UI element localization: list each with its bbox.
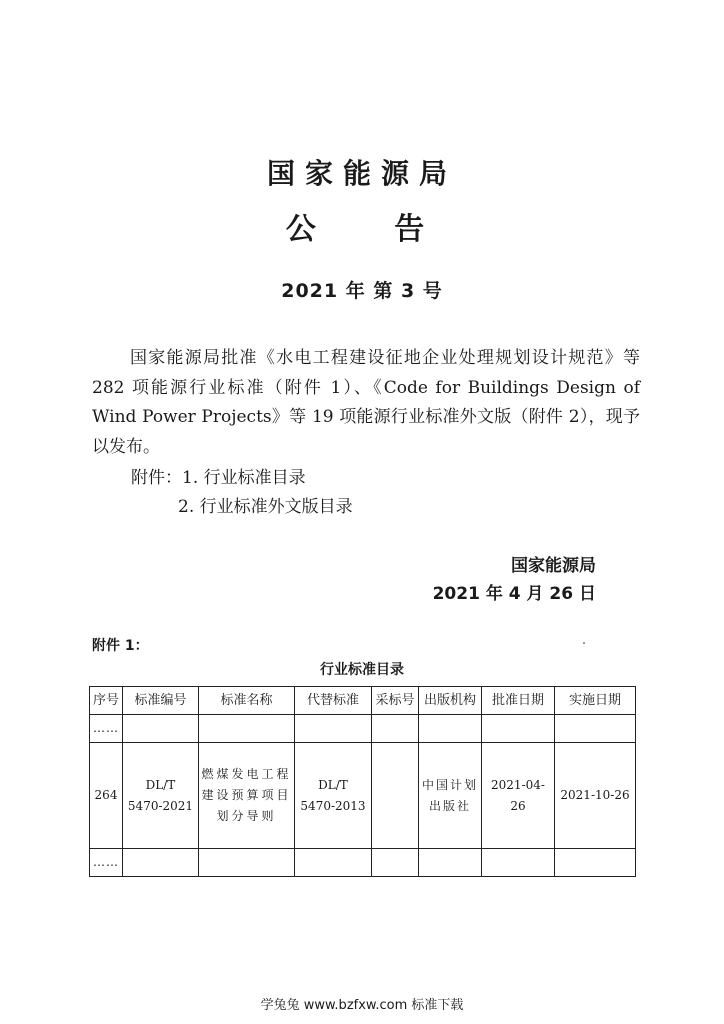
- table-row: [90, 743, 636, 849]
- replaces-part1: DL/T: [318, 777, 348, 792]
- announcement-paragraph: 国家能源局批准《水电工程建设征地企业处理规划设计规范》等 282 项能源行业标准（附件 1）、《Code for Buildings Design of Wind Power Projects》等 19 项能源行业标准外文版（附件 2），现予以发布。: [92, 348, 640, 457]
- scan-speck: [583, 642, 585, 644]
- table-row-ellipsis-bottom: [90, 849, 636, 877]
- std-number-part1: DL/T: [145, 777, 176, 792]
- attachment-2-line: 2. 行业标准外文版目录: [178, 497, 353, 517]
- attachment-label: 附件 1：: [92, 638, 149, 654]
- cell-adopted: [372, 743, 419, 849]
- announcement-title: 公 告: [285, 212, 459, 247]
- column-header-adopted: 采标号: [372, 687, 419, 715]
- signature-date: 2021 年 4 月 26 日: [432, 584, 596, 604]
- cell-index: 264: [90, 743, 123, 849]
- attachment-1-line: 附件：1. 行业标准目录: [131, 468, 306, 488]
- column-header-std-name: 标准名称: [199, 687, 295, 715]
- replaces-part2: 5470-2013: [300, 798, 366, 813]
- cell-replaces: [295, 743, 372, 849]
- table-row-ellipsis-top: [90, 715, 636, 743]
- table-header-row: [90, 687, 636, 715]
- column-header-effective-date: 实施日期: [555, 687, 636, 715]
- signature-organization: 国家能源局: [511, 556, 596, 576]
- std-number-part2: 5470-2021: [127, 798, 194, 813]
- cell-publisher: 中国计划出版社: [419, 743, 482, 849]
- column-header-replaces: 代替标准: [295, 687, 372, 715]
- watermark-footer: 学兔兔 www.bzfxw.com 标准下载: [260, 998, 464, 1013]
- cell-std-number: [123, 743, 199, 849]
- cell-effective-date: 2021-10-26: [555, 743, 636, 849]
- table-title: 行业标准目录: [320, 662, 404, 678]
- cell-std-name: 燃煤发电工程建设预算项目划分导则: [199, 743, 295, 849]
- cell-approval-date: 2021-04-26: [482, 743, 555, 849]
- column-header-index: 序号: [90, 687, 123, 715]
- column-header-std-number: 标准编号: [123, 687, 199, 715]
- column-header-publisher: 出版机构: [419, 687, 482, 715]
- issue-number: 2021 年 第 3 号: [281, 280, 443, 302]
- column-header-approval-date: 批准日期: [482, 687, 555, 715]
- ellipsis-cell: ……: [90, 715, 123, 743]
- standards-table: [89, 686, 636, 877]
- issuing-organization-title: 国家能源局: [266, 157, 457, 190]
- ellipsis-cell: ……: [90, 849, 123, 877]
